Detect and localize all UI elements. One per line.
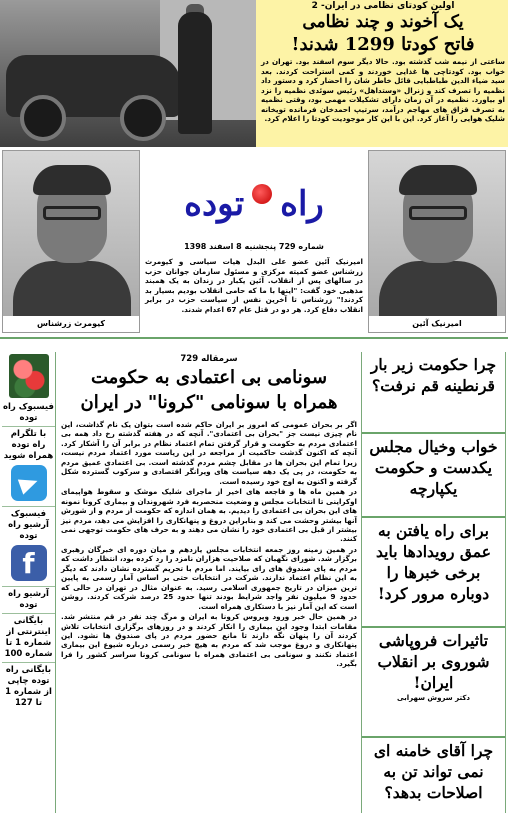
masthead-logo[interactable] — [143, 168, 365, 240]
print-archive-link[interactable]: بایگانی راه توده چاپی از شماره 1 تا 127 — [5, 665, 52, 708]
section-divider — [0, 337, 508, 351]
headline-link-text: برای راه یافتن به عمق رویدادها باید برخی خبرها را دوباره مرور کرد! — [376, 521, 491, 603]
telegram-icon[interactable] — [11, 465, 47, 501]
headline-link-text: خواب وخیال مجلس یکدست و حکومت یکپارچه — [369, 437, 498, 498]
issue-line: شماره 729 پنجشنبه 8 اسفند 1398 — [184, 242, 324, 251]
editorial-paragraph: در همین زمینه روز جمعه انتخابات مجلس یازدهم و میان دوره ای خبرگان رهبری برگزار شد. شورای نگهبان که صلاحیت هزاران نامزد را رد کرده بود، انتظار داشت که مردم به پای صندوق های رای بیایند. اما مردم با تحریم گسترده نشان دادند که دیگر به این نظام اعتماد ندارند. شرکت در انتخابات حتی بر اساس آمار رسمی به پایین ترین میزان در تاریخ جمهوری اسلامی رسید. به عنوان مثال در تهران در حالی که حدود 9 میلیون نفر واجد شرایط بودند تنها حدود 25 درصد شرکت کردند. روشن است که این آمار نیز با دستکاری همراه است. — [61, 544, 357, 611]
headlines-column — [361, 352, 506, 813]
editorial-title-line1[interactable]: سونامی بی اعتمادی به حکومت — [90, 367, 328, 388]
masthead-word-right: راه — [280, 184, 324, 224]
facebook-link[interactable]: فیسبوک راه توده — [2, 400, 55, 427]
portrait-nikaein — [368, 150, 506, 333]
masthead-word-left: توده — [184, 184, 245, 224]
top-article[interactable] — [258, 0, 508, 147]
facebook-archive-text: فیسبوک آرشیو راه توده — [8, 509, 49, 541]
top-kicker: اولین کودتای نظامی در ایران- 2 — [311, 1, 455, 11]
editorial-paragraph: در همین حال خبر ورود ویروس کرونا به ایران و مرگ چند نفر در قم منتشر شد. مقامات ابتدا وجود این بیماری را انکار کردند و در روزهای برگزاری انتخابات تلاش کردند آن را پنهان نگه دارند تا مانع حضور مردم در پای صندوق ها نشود. این پنهانکاری و دروغ موجب شد که مردم به هیچ خبر رسمی درباره شیوع این بیماری اعتماد نکنند و سونامی بی اعتمادی همراه با سونامی کرونا سراسر کشور را فرا بگیرد. — [61, 612, 357, 669]
headline-link[interactable] — [362, 518, 505, 628]
portrait-zarshenas — [2, 150, 140, 333]
masthead-section — [0, 147, 508, 337]
internet-archive-link[interactable]: بایگانی اینترنتی از شماره 1 تا شماره 100 — [2, 614, 55, 663]
editorial-paragraph: اگر بر بحران عمومی که امروز بر ایران حاکم شده است بتوان یک نام گذاشت، این نام چیزی نیست جز "بحران بی اعتمادی". آنچه که در هفته گذشته رخ داد همه بی اعتمادی مردم به حکومت و قرار گرفتن تمام اعتماد نظام در برابر آن را آشکار کرد. آنچه که اکنون گذشت حاکمیت از مراجعه در این ریاست مورد اعتماد مردم نیست، زیرا تمام این بحران ها در مقابل چشم مردم گذشته است. بی اعتمادی عمیق مردم به حکومت، در پی یک دهه سیاست های ویرانگر اقتصادی و سرکوب گسترده شکل گرفته و اکنون به اوج خود رسیده است. — [61, 420, 357, 486]
headline-link[interactable] — [362, 352, 505, 434]
section-label: سرمقاله 729 — [180, 354, 238, 364]
facebook-archive-link[interactable] — [2, 507, 55, 587]
archive-link[interactable]: آرشیو راه توده — [2, 587, 55, 614]
roses-image — [9, 354, 49, 398]
links-sidebar — [2, 352, 56, 813]
headline-link-text: تاثیرات فروپاشی شوروی بر انقلاب ایران! — [377, 631, 490, 692]
masthead-body-text: امیرنیک آئین عضو علی البدل هیات سیاسی و کیومرث زرشناس عضو کمیته مرکزی و مسئول سازمان جوانان حزب در سالهای پس از انقلاب. آئین یکبار در زندان به یک همبند مذهبی خود گفت: "اینها با ما که حامی انقلاب بودیم بسیار بد کردند!" زرشناس تا آخرین نفس از سیاست حزب در برابر انقلاب دفاع کرد. هر دو در قتل عام 67 اعدام شدند. — [145, 257, 363, 314]
telegram-link[interactable] — [2, 427, 55, 507]
headline-link[interactable] — [362, 738, 505, 811]
editorial-column — [58, 352, 360, 813]
headline-byline: دکتر سروش سهرابی — [397, 694, 470, 702]
editorial-title-line2[interactable]: همراه با سونامی "کرونا" در ایران — [80, 392, 338, 413]
facebook-icon[interactable]: f — [11, 545, 47, 581]
top-headline-line2[interactable]: فاتح کودتا 1299 شدند! — [291, 34, 475, 55]
headline-link-text: چرا حکومت زیر بار قرنطینه قم نرفت؟ — [370, 355, 497, 395]
editorial-body — [61, 420, 357, 669]
portrait-caption-right: امیرنیک آئین — [369, 316, 505, 332]
top-headline-line1[interactable]: یک آخوند و چند نظامی — [302, 12, 464, 32]
historical-photo — [0, 0, 256, 147]
editorial-paragraph: در همین ماه ها و فاجعه های اخیر از ماجرای شلیک موشک و سقوط هواپیمای اوکراینی تا انتخابات مجلس و وضعیت منحصربه فرد شهروندان و بیماری کرونا نمونه های این بحران بی اعتمادی را دیدیم. به همان اندازه که حکومت از مردم و از شورش آنها بیشتر وحشت می کند و بنابراین دروغ و پنهانکاری را افزایش می دهد، مردم نیز بیشتر از قبل بی اعتمادی خود را نشان می دهند و به حرف های حکومت توجهی نمی کنند. — [61, 487, 357, 544]
headline-link[interactable] — [362, 628, 505, 738]
masthead-center — [143, 150, 365, 333]
telegram-link-text: با تلگرام راه توده همراه شوید — [3, 429, 54, 461]
portrait-caption-left: کیومرث زرشناس — [3, 316, 139, 332]
rose-icon — [252, 184, 272, 204]
top-body-text: ساعتی از نیمه شب گذشته بود. حالا دیگر سوم اسفند بود. تهران در خواب بود. کودتاچی ها غذایی خوردند و کمی استراحت کردند. بعد سید ضیاء الدین طباطبایی قائل خاطر شان را احضار کرد و دستور داد نظمیه را تصرف کند و ژنرال «وستداهل» رئیس سوئدی نظمیه را نزد او بیاورد. نظمیه در آن زمان دارای تشکیلات مهمی بود، وقتی نظمیه به تصرف قزاق های مهاجم درآمد، سرتیپ احمدخان فرمانده تویخانه شلیک هوایی را آغاز کرد. این با این کار موجودیت کودتا را اعلام کرد. — [261, 57, 505, 123]
top-feature — [0, 0, 508, 147]
headline-link[interactable] — [362, 434, 505, 518]
headline-link-text: چرا آقای خامنه ای نمی تواند تن به اصلاحات بدهد؟ — [373, 741, 494, 802]
